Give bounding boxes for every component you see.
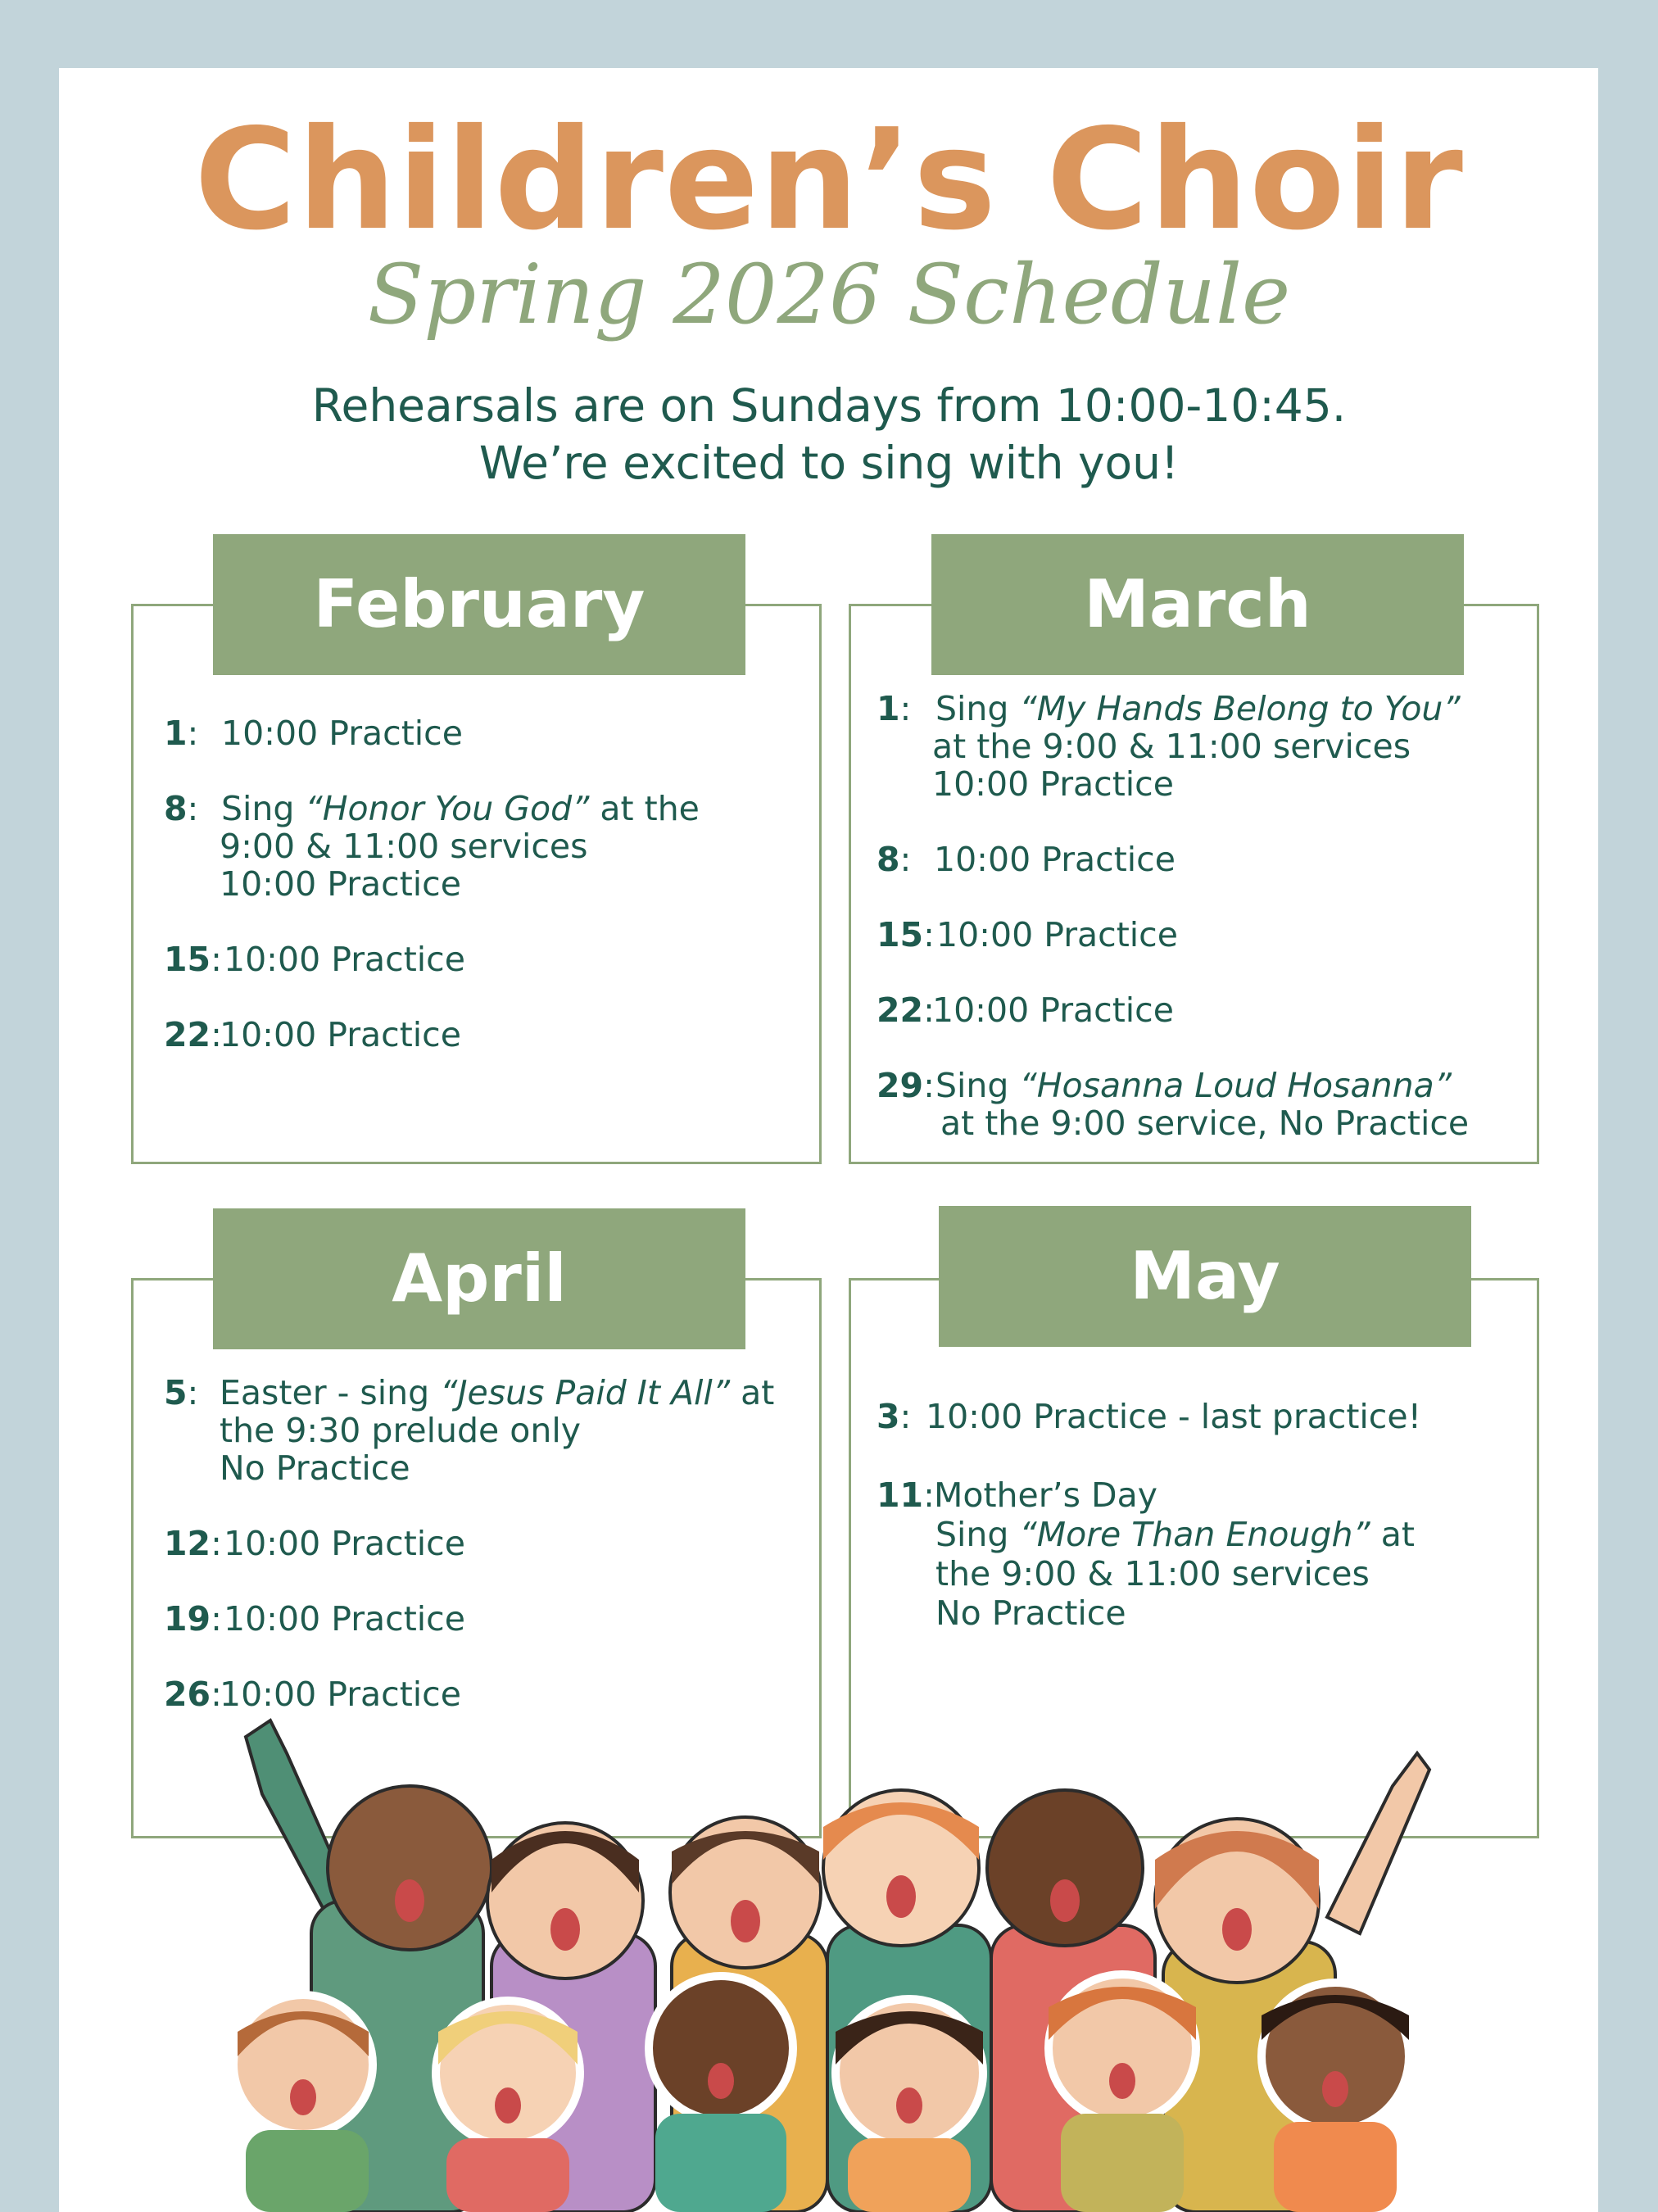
- song-title: “Hosanna Loud Hosanna”: [1019, 1066, 1452, 1105]
- song-title: “Jesus Paid It All”: [440, 1373, 731, 1412]
- entry-day: 22: [877, 990, 924, 1030]
- entry-text: at the 9:00 & 11:00 services: [932, 727, 1411, 766]
- entry-day: 11: [877, 1475, 924, 1515]
- entry-day: 15: [877, 915, 924, 954]
- entry-text: 10:00 Practice: [220, 864, 461, 904]
- intro-line-2: We’re excited to sing with you!: [478, 437, 1180, 489]
- march-header: March: [931, 534, 1464, 675]
- page-title: Children’s Choir: [194, 99, 1464, 261]
- feb-entry-1: 1: 10:00 Practice: [164, 714, 463, 753]
- entry-text: 10:00 Practice: [220, 1015, 461, 1054]
- entry-text: No Practice: [935, 1593, 1126, 1633]
- mar-entry-22: 22: 10:00 Practice: [877, 990, 1174, 1030]
- may-header: May: [939, 1206, 1471, 1347]
- entry-day: 3: [877, 1397, 900, 1436]
- feb-entry-22: 22: 10:00 Practice: [164, 1015, 461, 1054]
- mar-entry-15: 15: 10:00 Practice: [877, 915, 1178, 954]
- entry-text: 10:00 Practice: [221, 714, 463, 753]
- entry-text: the 9:30 prelude only: [220, 1411, 582, 1450]
- feb-entry-8: 8: Sing “Honor You God” at the 9:00 & 11:00 services 10:00 Practice: [164, 789, 700, 904]
- mar-entry-29: 29: Sing “Hosanna Loud Hosanna” at the 9:00 service, No Practice: [877, 1066, 1470, 1143]
- apr-entry-19: 19: 10:00 Practice: [164, 1599, 465, 1639]
- entry-day: 1: [164, 714, 188, 753]
- mar-entry-8: 8: 10:00 Practice: [877, 840, 1176, 879]
- february-header: February: [213, 534, 745, 675]
- entry-day: 8: [164, 789, 188, 828]
- entry-text: Sing “Honor You God” at the: [221, 789, 700, 828]
- entry-day: 19: [164, 1599, 211, 1639]
- apr-entry-5: 5: Easter - sing “Jesus Paid It All” at the 9:30 prelude only No Practice: [164, 1373, 775, 1488]
- page-subtitle: Spring 2026 Schedule: [367, 247, 1291, 342]
- entry-day: 26: [164, 1675, 211, 1714]
- entry-text: 10:00 Practice: [224, 1524, 465, 1563]
- entry-text: 10:00 Practice: [932, 990, 1174, 1030]
- entry-day: 1: [877, 689, 900, 728]
- entry-text: at the 9:00 service, No Practice: [940, 1104, 1470, 1143]
- may-entry-11: 11: Mother’s Day Sing “More Than Enough” at the 9:00 & 11:00 services No Practice: [877, 1475, 1415, 1633]
- song-title: “Honor You God”: [305, 789, 590, 828]
- entry-text: the 9:00 & 11:00 services: [935, 1554, 1370, 1593]
- entry-text: Sing “My Hands Belong to You”: [935, 689, 1461, 728]
- mar-entry-1: 1: Sing “My Hands Belong to You” at the 9:00 & 11:00 services 10:00 Practice: [877, 689, 1461, 804]
- apr-entry-26: 26: 10:00 Practice: [164, 1675, 461, 1714]
- entry-text: Sing “More Than Enough” at: [935, 1515, 1415, 1554]
- may-entry-3: 3: 10:00 Practice - last practice!: [877, 1397, 1422, 1436]
- entry-text: Mother’s Day: [934, 1475, 1157, 1515]
- intro-text: [0, 377, 1658, 492]
- entry-text: 10:00 Practice - last practice!: [926, 1397, 1422, 1436]
- entry-text: 10:00 Practice: [936, 915, 1178, 954]
- back-row-kids: [246, 1720, 1429, 2212]
- entry-day: 29: [877, 1066, 924, 1105]
- entry-text: Sing “Hosanna Loud Hosanna”: [935, 1066, 1452, 1105]
- entry-text: 10:00 Practice: [224, 940, 465, 979]
- entry-text: No Practice: [220, 1448, 410, 1488]
- song-title: “My Hands Belong to You”: [1019, 689, 1461, 728]
- entry-day: 12: [164, 1524, 211, 1563]
- singing-children-illustration: [0, 1704, 1658, 2212]
- entry-day: 22: [164, 1015, 211, 1054]
- entry-day: 5: [164, 1373, 188, 1412]
- entry-text: 10:00 Practice: [932, 764, 1174, 804]
- entry-text: 10:00 Practice: [934, 840, 1176, 879]
- entry-text: 10:00 Practice: [224, 1599, 465, 1639]
- apr-entry-12: 12: 10:00 Practice: [164, 1524, 465, 1563]
- intro-line-1: Rehearsals are on Sundays from 10:00-10:45.: [311, 379, 1347, 432]
- feb-entry-15: 15: 10:00 Practice: [164, 940, 465, 979]
- entry-day: 15: [164, 940, 211, 979]
- entry-text: 9:00 & 11:00 services: [220, 827, 588, 866]
- entry-day: 8: [877, 840, 900, 879]
- april-header: April: [213, 1208, 745, 1349]
- entry-text: 10:00 Practice: [220, 1675, 461, 1714]
- entry-text: Easter - sing “Jesus Paid It All” at: [220, 1373, 775, 1412]
- song-title: “More Than Enough”: [1019, 1515, 1370, 1554]
